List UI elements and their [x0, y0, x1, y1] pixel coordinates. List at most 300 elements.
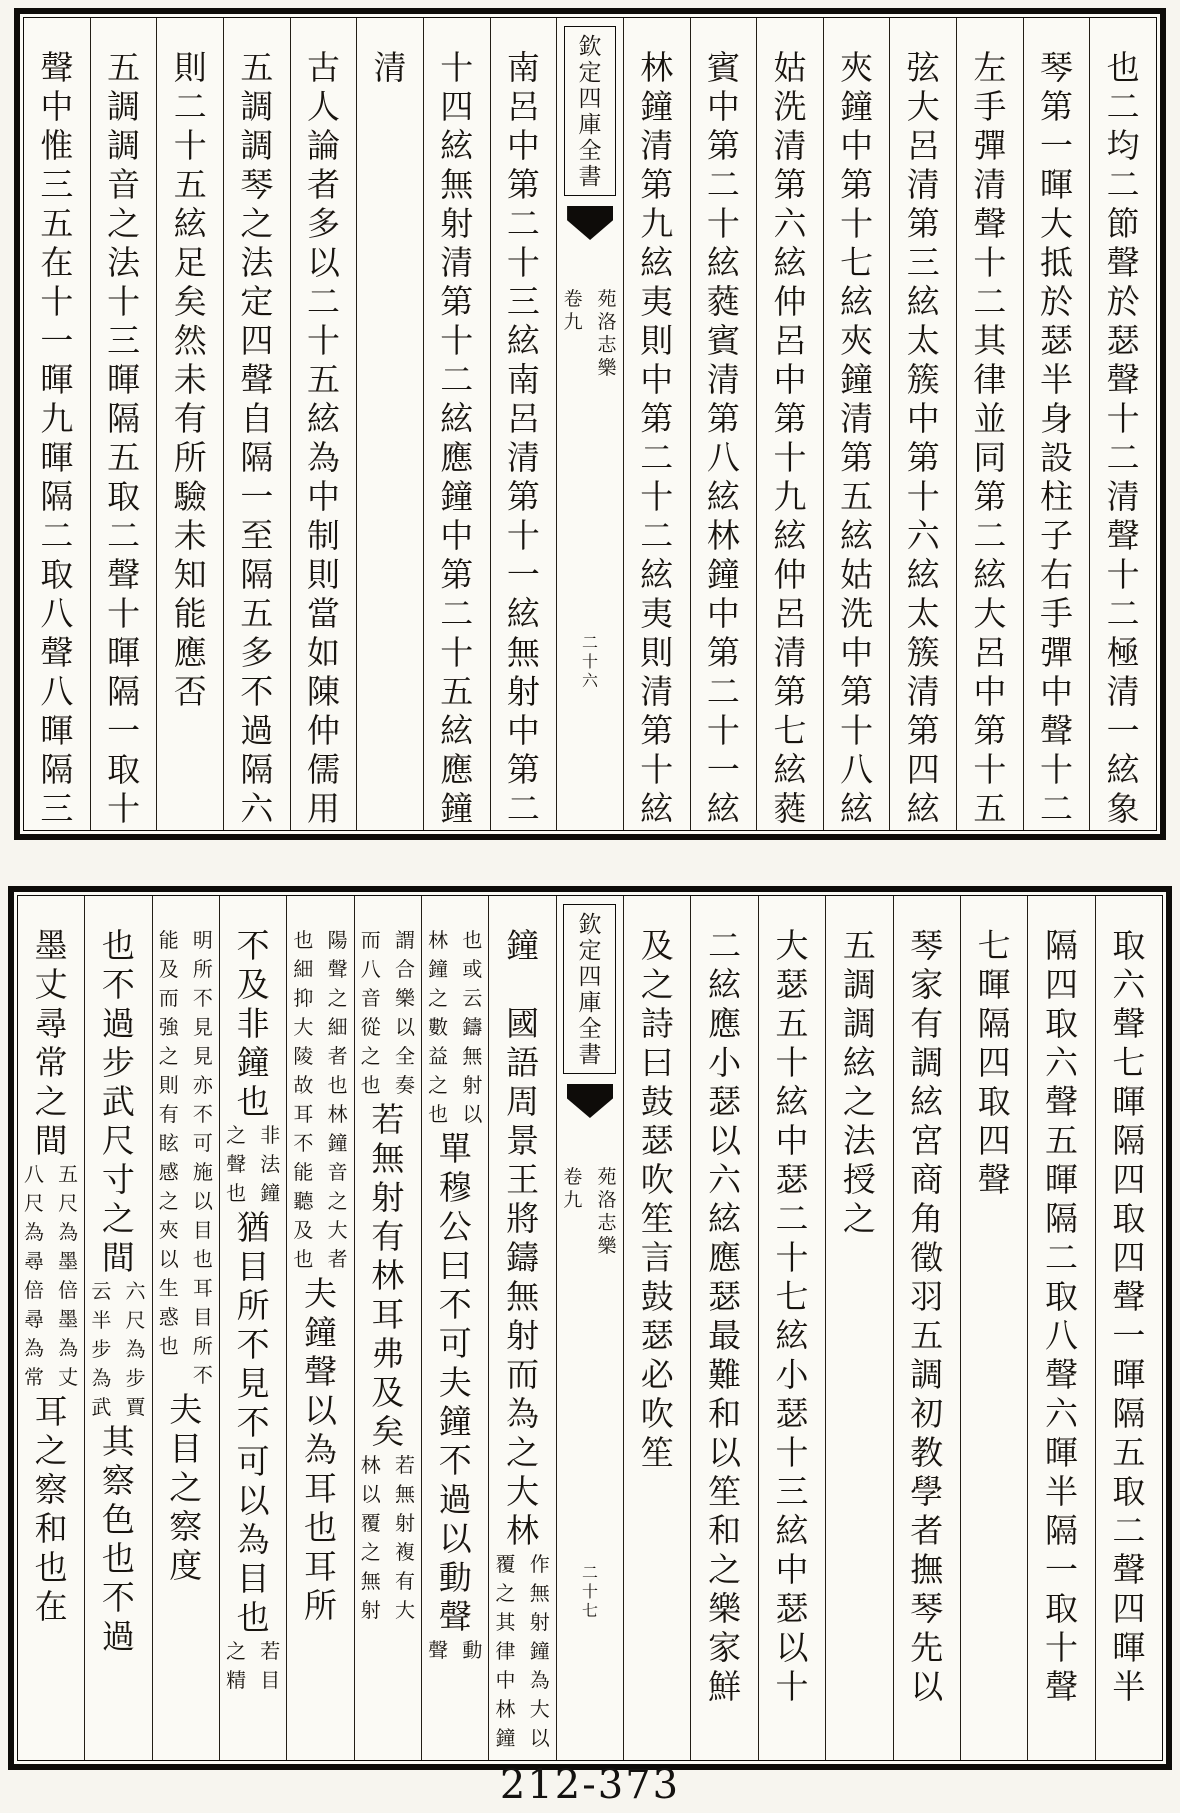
text-glyph: 不 [236, 1325, 270, 1364]
note-glyph: 射 [360, 1598, 381, 1622]
text-glyph: 絃 [910, 1082, 944, 1121]
text-glyph: 五 [910, 1316, 944, 1355]
text-glyph: 儒 [306, 750, 340, 789]
note-glyph: 之 [327, 1189, 348, 1213]
text-glyph: 絃 [906, 282, 940, 321]
text-segment [757, 48, 823, 828]
text-glyph: 五 [775, 1004, 809, 1043]
text-glyph: 暉 [107, 633, 141, 672]
text-glyph: 未 [173, 516, 207, 555]
text-glyph: 尋 [34, 1004, 68, 1043]
text-glyph: 耳 [371, 1295, 405, 1334]
note-right-subcolumn [524, 1550, 556, 1753]
text-glyph: 九 [40, 399, 74, 438]
note-glyph: 以 [192, 1189, 213, 1213]
text-segment [1028, 926, 1094, 1706]
note-glyph: 覆 [495, 1552, 516, 1576]
text-glyph: 未 [173, 360, 207, 399]
text-glyph: 中 [840, 633, 874, 672]
text-glyph: 瑟 [640, 1121, 674, 1160]
text-glyph: 一 [706, 750, 740, 789]
note-glyph: 耳 [192, 1276, 213, 1300]
text-glyph: 不 [438, 1441, 472, 1480]
text-glyph: 法 [842, 1121, 876, 1160]
text-glyph: 五 [107, 438, 141, 477]
text-glyph: 五 [306, 360, 340, 399]
juan-glyph: 卷 [563, 1166, 583, 1188]
text-segment [18, 1392, 84, 1626]
work-title-glyph: 苑 [597, 288, 617, 310]
note-glyph: 見 [192, 1044, 213, 1068]
text-glyph: 六 [906, 516, 940, 555]
text-glyph: 者 [306, 165, 340, 204]
text-glyph: 十 [775, 1043, 809, 1082]
text-glyph: 呂 [773, 321, 807, 360]
note-glyph: 不 [293, 1131, 314, 1155]
text-glyph: 武 [101, 1082, 135, 1121]
text-glyph: 撫 [910, 1550, 944, 1589]
text-glyph: 隔 [107, 399, 141, 438]
note-glyph: 大 [327, 1218, 348, 1242]
text-glyph: 有 [371, 1217, 405, 1256]
text-column [623, 896, 690, 1760]
text-glyph: 十 [773, 438, 807, 477]
text-column [623, 18, 690, 830]
text-glyph: 十 [506, 243, 540, 282]
text-glyph: 六 [708, 1160, 742, 1199]
text-glyph: 中 [773, 360, 807, 399]
text-glyph: 四 [977, 1043, 1011, 1082]
text-glyph: 絃 [773, 243, 807, 282]
text-glyph: 調 [107, 126, 141, 165]
text-glyph: 呂 [973, 633, 1007, 672]
note-glyph: 抑 [293, 986, 314, 1010]
text-glyph: 古 [306, 48, 340, 87]
note-glyph: 大 [529, 1697, 550, 1721]
note-glyph: 鐘 [327, 1131, 348, 1155]
text-segment [759, 926, 825, 1706]
text-glyph: 大 [1040, 204, 1074, 243]
text-glyph: 十 [706, 204, 740, 243]
text-glyph: 第 [973, 477, 1007, 516]
text-glyph: 清 [773, 126, 807, 165]
text-glyph: 動 [438, 1558, 472, 1597]
text-segment [91, 48, 157, 828]
note-glyph: 眩 [158, 1131, 179, 1155]
text-glyph: 夫 [304, 1274, 337, 1313]
text-glyph: 無 [506, 633, 540, 672]
note-glyph: 法 [260, 1152, 281, 1176]
text-glyph: 第 [640, 165, 674, 204]
text-glyph: 極 [1106, 633, 1140, 672]
text-glyph: 設 [1040, 438, 1074, 477]
note-glyph: 鐘 [428, 957, 449, 981]
note-glyph: 所 [192, 957, 213, 981]
note-glyph: 而 [158, 986, 179, 1010]
text-glyph: 聲 [977, 1160, 1011, 1199]
text-glyph: 調 [842, 965, 876, 1004]
note-glyph: 林 [327, 1102, 348, 1126]
text-glyph: 及 [640, 926, 674, 965]
text-glyph: 取 [1112, 1199, 1146, 1238]
text-glyph: 教 [910, 1433, 944, 1472]
text-glyph: 無 [371, 1139, 405, 1178]
text-glyph: 六 [1112, 965, 1146, 1004]
note-glyph: 林 [360, 1453, 381, 1477]
top-half-leaf-text-area [23, 17, 1157, 831]
note-glyph: 為 [23, 1220, 44, 1244]
text-glyph: 聲 [1106, 360, 1140, 399]
text-glyph: 為 [236, 1520, 270, 1559]
note-glyph: 施 [192, 1160, 213, 1184]
text-glyph: 目 [236, 1247, 270, 1286]
text-glyph: 夾 [840, 48, 874, 87]
text-glyph: 之 [708, 1550, 742, 1589]
text-segment [691, 926, 757, 1706]
note-glyph: 聲 [327, 957, 348, 981]
text-glyph: 之 [101, 1199, 135, 1238]
text-glyph: 右 [1040, 555, 1074, 594]
text-column [1095, 896, 1162, 1760]
text-glyph: 十 [40, 282, 74, 321]
text-glyph: 聲 [1044, 1667, 1078, 1706]
text-glyph: 鮮 [708, 1667, 742, 1706]
text-glyph: 絃 [640, 555, 674, 594]
text-glyph: 音 [107, 165, 141, 204]
text-glyph: 五 [440, 672, 474, 711]
text-glyph: 均 [1106, 126, 1140, 165]
text-segment [24, 48, 90, 828]
text-glyph: 南 [506, 48, 540, 87]
note-glyph: 鐘 [529, 1639, 550, 1663]
text-glyph: 第 [773, 165, 807, 204]
note-glyph: 全 [394, 1044, 415, 1068]
text-glyph: 聲 [1112, 1550, 1146, 1589]
text-glyph: 景 [506, 1121, 540, 1160]
text-glyph: 取 [1044, 1589, 1078, 1628]
text-glyph: 十 [906, 477, 940, 516]
text-glyph: 八 [40, 594, 74, 633]
text-glyph: 瑟 [1106, 321, 1140, 360]
text-glyph: 四 [1044, 965, 1078, 1004]
text-column [219, 896, 286, 1760]
text-glyph: 四 [977, 1121, 1011, 1160]
note-glyph: 以 [360, 1482, 381, 1506]
text-glyph: 蕤 [773, 789, 807, 828]
text-glyph: 聲 [1112, 1277, 1146, 1316]
text-glyph: 第 [440, 282, 474, 321]
text-glyph: 十 [840, 711, 874, 750]
text-glyph: 一 [1044, 1550, 1078, 1589]
text-glyph: 暉 [1112, 1082, 1146, 1121]
text-glyph: 瑟 [640, 1316, 674, 1355]
text-glyph: 南 [506, 360, 540, 399]
text-glyph: 大 [775, 926, 809, 965]
text-glyph: 鑄 [506, 1238, 540, 1277]
text-segment [424, 48, 490, 828]
text-glyph: 角 [910, 1199, 944, 1238]
note-glyph: 故 [293, 1073, 314, 1097]
text-glyph: 射 [440, 204, 474, 243]
text-glyph: 清 [640, 672, 674, 711]
text-glyph: 調 [910, 1043, 944, 1082]
text-glyph: 制 [306, 516, 340, 555]
text-glyph: 鐘 [640, 87, 674, 126]
juan-glyph: 九 [563, 311, 583, 333]
note-glyph: 尋 [23, 1307, 44, 1331]
text-column [24, 18, 90, 830]
text-glyph: 所 [236, 1286, 270, 1325]
note-glyph: 無 [360, 1569, 381, 1593]
text-glyph: 六 [1044, 1394, 1078, 1433]
text-glyph: 瑟 [775, 1160, 809, 1199]
text-column [960, 896, 1027, 1760]
text-glyph: 第 [906, 438, 940, 477]
text-segment [1024, 48, 1090, 828]
note-glyph: 倍 [58, 1278, 79, 1302]
text-glyph: 取 [1112, 1472, 1146, 1511]
text-glyph: 所 [173, 438, 207, 477]
text-glyph: 步 [101, 1043, 135, 1082]
text-glyph: 暉 [977, 965, 1011, 1004]
note-glyph: 聲 [428, 1638, 449, 1662]
note-glyph: 六 [125, 1279, 146, 1303]
text-glyph: 人 [306, 87, 340, 126]
text-glyph: 曰 [438, 1246, 472, 1285]
fishtail-fold-icon [567, 206, 613, 240]
note-left-subcolumn [355, 1451, 387, 1625]
text-column [223, 18, 290, 830]
text-glyph: 弗 [371, 1334, 405, 1373]
text-glyph: 目 [236, 1559, 270, 1598]
text-glyph: 清 [773, 633, 807, 672]
text-column [423, 18, 490, 830]
note-right-subcolumn [456, 1636, 488, 1665]
text-glyph: 以 [708, 1433, 742, 1472]
text-glyph: 聲 [1106, 243, 1140, 282]
note-glyph: 為 [23, 1336, 44, 1360]
text-column [356, 18, 423, 830]
leaf-number-glyph: 六 [582, 671, 599, 690]
text-glyph: 聲 [1040, 711, 1074, 750]
text-glyph: 也 [1106, 48, 1140, 87]
fold-column [556, 896, 623, 1760]
text-glyph: 律 [973, 360, 1007, 399]
text-glyph: 取 [107, 750, 141, 789]
text-glyph: 以 [708, 1121, 742, 1160]
text-glyph: 非 [236, 1004, 270, 1043]
text-glyph: 論 [306, 126, 340, 165]
text-glyph: 笙 [708, 1472, 742, 1511]
work-and-juan [557, 1166, 623, 1258]
text-glyph: 琴 [240, 165, 274, 204]
text-glyph: 十 [107, 789, 141, 828]
note-glyph: 墨 [58, 1307, 79, 1331]
text-glyph: 隔 [107, 672, 141, 711]
note-glyph: 目 [260, 1668, 281, 1692]
text-segment [826, 926, 892, 1238]
note-glyph: 律 [495, 1639, 516, 1663]
text-glyph: 不 [236, 1403, 270, 1442]
text-glyph: 瑟 [775, 1394, 809, 1433]
text-glyph: 家 [910, 965, 944, 1004]
text-glyph: 絃 [708, 1199, 742, 1238]
text-glyph: 一 [1106, 711, 1140, 750]
note-glyph: 目 [192, 1305, 213, 1329]
note-glyph: 射 [462, 1073, 483, 1097]
text-glyph: 如 [306, 633, 340, 672]
note-right-subcolumn [187, 926, 219, 1390]
note-right-subcolumn [119, 1277, 151, 1422]
text-glyph: 二 [973, 516, 1007, 555]
text-glyph: 授 [842, 1160, 876, 1199]
text-column [354, 896, 421, 1760]
text-glyph: 隔 [1044, 926, 1078, 965]
text-glyph: 瑟 [708, 1082, 742, 1121]
note-glyph: 之 [158, 1044, 179, 1068]
text-glyph: 暉 [1112, 1355, 1146, 1394]
text-segment [624, 48, 690, 828]
note-glyph: 八 [360, 957, 381, 981]
text-glyph: 十 [440, 321, 474, 360]
text-segment [357, 48, 423, 87]
note-glyph: 則 [158, 1073, 179, 1097]
work-title-glyph: 樂 [597, 357, 617, 379]
text-glyph: 最 [708, 1316, 742, 1355]
text-column [825, 896, 892, 1760]
note-left-subcolumn [287, 926, 319, 1274]
note-left-subcolumn [153, 926, 185, 1390]
text-glyph: 之 [169, 1468, 203, 1507]
text-segment [157, 48, 223, 711]
text-glyph: 夫 [169, 1390, 203, 1429]
text-glyph: 隔 [240, 750, 274, 789]
note-glyph: 射 [529, 1610, 550, 1634]
note-glyph: 聽 [293, 1189, 314, 1213]
note-right-subcolumn [389, 1451, 421, 1625]
text-glyph: 察 [101, 1461, 135, 1500]
text-segment [355, 1100, 421, 1451]
text-glyph: 商 [910, 1160, 944, 1199]
note-glyph: 之 [428, 1073, 449, 1097]
text-glyph: 十 [640, 477, 674, 516]
text-glyph: 清 [1106, 672, 1140, 711]
note-glyph: 作 [529, 1552, 550, 1576]
note-glyph: 林 [495, 1697, 516, 1721]
text-glyph: 取 [107, 477, 141, 516]
text-glyph: 和 [34, 1509, 68, 1548]
text-glyph: 七 [775, 1277, 809, 1316]
collection-title-glyph: 全 [578, 138, 602, 164]
collection-title-glyph: 庫 [578, 990, 602, 1016]
note-glyph: 及 [293, 1218, 314, 1242]
text-segment [220, 1208, 286, 1637]
text-glyph: 絃 [440, 126, 474, 165]
text-segment [85, 1422, 151, 1656]
note-right-subcolumn [456, 926, 488, 1129]
text-glyph: 暉 [1044, 1433, 1078, 1472]
note-glyph: 陽 [327, 928, 348, 952]
text-glyph: 於 [1106, 282, 1140, 321]
text-glyph: 清 [373, 48, 407, 87]
text-glyph: 十 [840, 204, 874, 243]
text-glyph: 呂 [773, 594, 807, 633]
note-glyph: 之 [495, 1581, 516, 1605]
note-left-subcolumn [18, 1160, 50, 1392]
text-glyph: 半 [1044, 1472, 1078, 1511]
text-glyph: 樂 [708, 1589, 742, 1628]
text-glyph: 然 [173, 321, 207, 360]
note-left-subcolumn [355, 926, 387, 1100]
text-column [956, 18, 1023, 830]
text-glyph: 絃 [1106, 750, 1140, 789]
text-glyph: 四 [1112, 1589, 1146, 1628]
text-segment [624, 926, 690, 1472]
note-right-subcolumn [322, 926, 354, 1274]
text-glyph: 中 [506, 711, 540, 750]
note-glyph: 之 [226, 1639, 247, 1663]
note-glyph: 從 [360, 1015, 381, 1039]
note-glyph: 武 [91, 1395, 112, 1419]
text-glyph: 第 [440, 555, 474, 594]
note-left-subcolumn [489, 1550, 521, 1753]
note-glyph: 尋 [23, 1249, 44, 1273]
text-glyph: 所 [304, 1586, 337, 1625]
text-glyph: 三 [906, 243, 940, 282]
text-glyph: 聲 [438, 1597, 472, 1636]
note-left-subcolumn [422, 926, 454, 1129]
text-glyph: 絃 [440, 399, 474, 438]
text-glyph: 以 [910, 1667, 944, 1706]
note-left-subcolumn [220, 1121, 252, 1208]
note-glyph: 中 [495, 1668, 516, 1692]
text-glyph: 無 [506, 1277, 540, 1316]
text-glyph: 暉 [1040, 165, 1074, 204]
note-left-subcolumn [85, 1277, 117, 1422]
text-glyph: 十 [973, 750, 1007, 789]
text-glyph: 第 [506, 750, 540, 789]
note-glyph: 明 [192, 928, 213, 952]
note-glyph: 數 [428, 1015, 449, 1039]
text-glyph: 仲 [306, 711, 340, 750]
text-glyph: 隔 [1044, 1199, 1078, 1238]
text-glyph: 仲 [773, 282, 807, 321]
text-glyph: 之 [842, 1199, 876, 1238]
text-glyph: 十 [973, 243, 1007, 282]
text-glyph: 絃 [775, 1511, 809, 1550]
text-glyph: 十 [775, 1238, 809, 1277]
text-glyph: 察 [34, 1470, 68, 1509]
text-glyph: 聲 [107, 555, 141, 594]
note-glyph: 以 [158, 1247, 179, 1271]
text-glyph: 不 [101, 965, 135, 1004]
text-glyph: 之 [506, 1433, 540, 1472]
catalog-page-number: 212-373 [499, 1762, 681, 1808]
text-glyph: 暉 [40, 360, 74, 399]
text-segment [153, 1390, 219, 1585]
text-glyph: 以 [438, 1519, 472, 1558]
note-glyph: 亦 [192, 1073, 213, 1097]
text-column [18, 896, 84, 1760]
text-glyph: 琴 [1040, 48, 1074, 87]
note-glyph: 為 [91, 1366, 112, 1390]
text-glyph: 聲 [304, 1352, 337, 1391]
text-glyph: 一 [506, 555, 540, 594]
note-glyph: 之 [360, 1044, 381, 1068]
text-glyph: 之 [640, 965, 674, 1004]
text-glyph: 應 [708, 1238, 742, 1277]
note-right-subcolumn [254, 1121, 286, 1208]
